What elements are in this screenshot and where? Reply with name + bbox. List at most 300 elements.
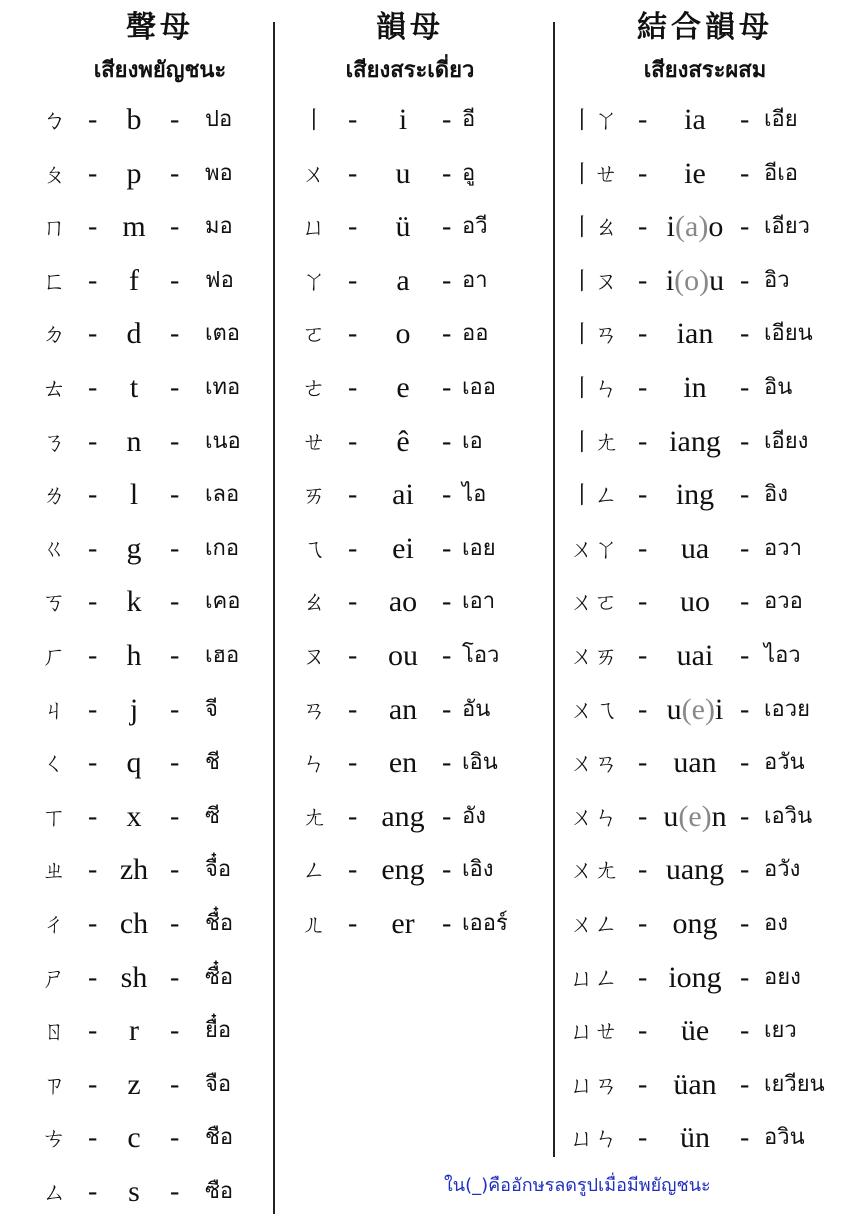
thai-reading: เกอ: [205, 535, 240, 561]
pinyin-text: i(a)o: [666, 210, 724, 244]
separator-dash: -: [170, 479, 180, 511]
separator-dash: -: [348, 800, 358, 832]
separator-dash: -: [442, 640, 452, 671]
separator-dash: -: [88, 479, 98, 511]
table-row: [0, 904, 862, 958]
zhuyin-symbol: ㄇ: [42, 213, 66, 242]
separator-dash: -: [348, 908, 358, 939]
pinyin-text: ê: [396, 424, 410, 458]
thai-reading: อง: [764, 911, 788, 936]
zhuyin-symbol: ㄥ: [302, 856, 326, 885]
separator-dash: -: [170, 961, 180, 993]
thai-reading: เอวย: [764, 696, 810, 722]
separator-dash: -: [740, 1068, 750, 1100]
pinyin-text: ü: [395, 210, 411, 244]
pinyin-text: e: [396, 371, 410, 404]
zhuyin-symbol: ㄑ: [42, 749, 66, 778]
omitted-letter: (e): [681, 692, 715, 726]
separator-dash: -: [638, 908, 648, 939]
zhuyin-symbol: ㄊ: [42, 374, 66, 402]
thai-reading: เอิน: [462, 750, 498, 776]
table-row: [0, 100, 862, 154]
thai-reading: ปอ: [205, 107, 233, 132]
zhuyin-symbol: ㄖ: [42, 1017, 66, 1046]
zhuyin-symbol: ㄨㄤ: [570, 856, 618, 885]
pinyin-text: üan: [673, 1067, 717, 1101]
zhuyin-symbol: 丨: [302, 106, 326, 134]
separator-dash: -: [348, 104, 358, 135]
pinyin-text: ong: [672, 907, 718, 940]
separator-dash: -: [88, 1015, 98, 1047]
omitted-letter: (a): [675, 210, 709, 244]
thai-reading: เอย: [462, 535, 496, 561]
zhuyin-symbol: ㄅ: [42, 106, 66, 134]
thai-reading: เอิง: [462, 857, 494, 883]
zhuyin-symbol: ㄩㄣ: [570, 1124, 618, 1153]
separator-dash: -: [170, 1122, 180, 1154]
thai-reading: เอียง: [764, 428, 809, 454]
pinyin-text: r: [129, 1014, 139, 1048]
thai-reading: เยวียน: [764, 1071, 825, 1097]
table-row: [0, 1172, 862, 1226]
separator-dash: -: [638, 800, 648, 832]
thai-reading: จือ: [205, 1071, 232, 1097]
separator-dash: -: [442, 693, 452, 725]
zhuyin-symbol: ㄩ: [302, 213, 326, 242]
table-row: [0, 1118, 862, 1172]
pinyin-text: ün: [680, 1121, 710, 1155]
zhuyin-symbol: 丨ㄝ: [570, 159, 618, 188]
separator-dash: -: [638, 372, 648, 403]
pinyin-text: ing: [675, 478, 715, 512]
zhuyin-symbol: ㄙ: [42, 1178, 66, 1206]
zhuyin-symbol: ㄨㄥ: [570, 910, 618, 938]
zhuyin-symbol: ㄣ: [302, 749, 326, 778]
separator-dash: -: [170, 1015, 180, 1047]
pinyin-text: en: [388, 746, 418, 780]
pinyin-text: k: [126, 585, 142, 619]
zhuyin-symbol: ㄋ: [42, 427, 66, 456]
separator-dash: -: [348, 854, 358, 886]
thai-reading: อา: [462, 267, 488, 293]
thai-reading: ชื๋อ: [205, 911, 234, 936]
pinyin-text: ie: [684, 156, 706, 190]
zhuyin-symbol: ㄍ: [42, 534, 66, 563]
separator-dash: -: [88, 1122, 98, 1154]
separator-dash: -: [88, 1176, 98, 1207]
thai-reading: ซือ: [205, 1179, 234, 1204]
column-subtitle-simple-finals: เสียงสระเดี่ยว: [345, 58, 475, 83]
separator-dash: -: [638, 479, 648, 511]
separator-dash: -: [88, 747, 98, 779]
pinyin-text: in: [683, 371, 707, 404]
zhuyin-symbol: ㄩㄢ: [570, 1070, 618, 1099]
thai-reading: ชี: [205, 750, 220, 776]
pinyin-text: ian: [676, 317, 714, 351]
column-subtitle-initials: เสียงพยัญชนะ: [93, 58, 227, 83]
thai-reading: อี: [462, 107, 476, 132]
separator-dash: -: [88, 854, 98, 886]
thai-reading: เลอ: [205, 482, 240, 508]
separator-dash: -: [348, 747, 358, 779]
zhuyin-symbol: ㄉ: [42, 320, 66, 349]
zhuyin-symbol: ㄞ: [302, 481, 326, 510]
pinyin-text: zh: [119, 853, 149, 887]
separator-dash: -: [638, 693, 648, 725]
thai-reading: พอ: [205, 160, 233, 186]
table-row: [0, 368, 862, 422]
separator-dash: -: [442, 104, 452, 135]
thai-reading: จี: [205, 696, 218, 722]
thai-reading: ยื๋อ: [205, 1018, 232, 1044]
separator-dash: -: [740, 854, 750, 886]
separator-dash: -: [170, 586, 180, 618]
thai-reading: อิง: [764, 482, 788, 508]
separator-dash: -: [740, 532, 750, 564]
separator-dash: -: [348, 211, 358, 243]
pinyin-text: uo: [680, 585, 710, 619]
separator-dash: -: [740, 586, 750, 618]
pinyin-text: ei: [392, 531, 414, 565]
zhuyin-symbol: ㄓ: [42, 856, 66, 885]
separator-dash: -: [348, 425, 358, 457]
separator-dash: -: [442, 211, 452, 243]
separator-dash: -: [638, 318, 648, 350]
zhuyin-symbol: ㄈ: [42, 266, 66, 295]
separator-dash: -: [170, 640, 180, 671]
separator-dash: -: [348, 264, 358, 296]
separator-dash: -: [170, 532, 180, 564]
pinyin-text: eng: [381, 853, 425, 887]
pinyin-text: s: [128, 1175, 140, 1208]
separator-dash: -: [740, 800, 750, 832]
separator-dash: -: [442, 586, 452, 618]
pinyin-text: h: [126, 639, 142, 672]
thai-reading: อวัน: [764, 750, 805, 776]
thai-reading: อยง: [764, 964, 801, 990]
zhuyin-symbol: ㄨㄢ: [570, 749, 618, 778]
pinyin-text: ang: [381, 799, 425, 833]
separator-dash: -: [348, 157, 358, 189]
separator-dash: -: [740, 961, 750, 993]
thai-reading: ฟอ: [205, 267, 234, 293]
separator-dash: -: [442, 800, 452, 832]
separator-dash: -: [442, 425, 452, 457]
zhuyin-symbol: ㄒ: [42, 802, 66, 831]
zhuyin-symbol: ㄌ: [42, 481, 66, 510]
pinyin-text: uang: [665, 853, 725, 887]
separator-dash: -: [638, 1015, 648, 1047]
separator-dash: -: [442, 747, 452, 779]
separator-dash: -: [638, 640, 648, 671]
thai-reading: ซี: [205, 803, 220, 829]
thai-reading: เออร์: [462, 911, 508, 936]
thai-reading: อวี: [462, 214, 488, 240]
zhuyin-symbol: ㄗ: [42, 1070, 66, 1099]
zhuyin-symbol: ㄨㄣ: [570, 802, 618, 831]
zhuyin-symbol: ㄠ: [302, 588, 326, 617]
separator-dash: -: [170, 425, 180, 457]
zhuyin-symbol: 丨ㄣ: [570, 374, 618, 402]
thai-reading: เอีย: [764, 107, 798, 132]
separator-dash: -: [348, 372, 358, 403]
pinyin-text: ch: [119, 907, 149, 940]
pinyin-text: ao: [388, 585, 418, 619]
separator-dash: -: [740, 318, 750, 350]
column-subtitle-compound-finals: เสียงสระผสม: [643, 58, 767, 83]
thai-reading: เอ: [462, 428, 483, 454]
separator-dash: -: [638, 532, 648, 564]
separator-dash: -: [740, 425, 750, 457]
thai-reading: ซื๋อ: [205, 964, 234, 990]
zhuyin-symbol: 丨ㄚ: [570, 106, 618, 134]
table-row: [0, 958, 862, 1012]
thai-reading: อวา: [764, 535, 802, 561]
separator-dash: -: [638, 264, 648, 296]
pinyin-text: er: [391, 907, 415, 940]
pinyin-text: i(o)u: [665, 263, 725, 297]
thai-reading: ออ: [462, 321, 489, 347]
table-row: [0, 797, 862, 851]
separator-dash: -: [442, 908, 452, 939]
separator-dash: -: [170, 104, 180, 135]
separator-dash: -: [88, 211, 98, 243]
zhuyin-symbol: ㄝ: [302, 427, 326, 456]
zhuyin-symbol: ㄢ: [302, 695, 326, 724]
zhuyin-symbol: ㄆ: [42, 159, 66, 188]
footnote: ใน(_)คืออักษรลดรูปเมื่อมีพยัญชนะ: [444, 1175, 711, 1196]
separator-dash: -: [638, 586, 648, 618]
separator-dash: -: [170, 1176, 180, 1207]
separator-dash: -: [740, 211, 750, 243]
zhuyin-symbol: ㄨㄟ: [570, 695, 618, 724]
pinyin-text: ou: [388, 639, 418, 672]
separator-dash: -: [348, 586, 358, 618]
pinyin-text: uai: [676, 639, 714, 672]
separator-dash: -: [740, 693, 750, 725]
separator-dash: -: [740, 479, 750, 511]
separator-dash: -: [170, 747, 180, 779]
thai-reading: เอา: [462, 589, 496, 615]
separator-dash: -: [442, 318, 452, 350]
thai-reading: เนอ: [205, 428, 241, 454]
separator-dash: -: [88, 318, 98, 350]
pinyin-text: iong: [668, 960, 722, 994]
separator-dash: -: [170, 157, 180, 189]
pinyin-text: ia: [684, 103, 706, 136]
separator-dash: -: [740, 157, 750, 189]
separator-dash: -: [740, 372, 750, 403]
separator-dash: -: [442, 372, 452, 403]
separator-dash: -: [638, 1122, 648, 1154]
table-row: [0, 1065, 862, 1119]
separator-dash: -: [88, 640, 98, 671]
table-row: [0, 1011, 862, 1065]
thai-reading: อัน: [462, 696, 491, 722]
thai-reading: โอว: [462, 643, 500, 668]
zhuyin-symbol: ㄨㄛ: [570, 588, 618, 617]
zhuyin-symbol: ㄎ: [42, 588, 66, 617]
separator-dash: -: [442, 479, 452, 511]
thai-reading: เออ: [462, 375, 496, 400]
pinyin-text: n: [126, 424, 142, 458]
column-title-compound-finals: 結合韻母: [637, 10, 773, 45]
zhuyin-symbol: ㄐ: [42, 695, 66, 724]
separator-dash: -: [348, 479, 358, 511]
pinyin-text: x: [126, 799, 142, 833]
thai-reading: อวิน: [764, 1125, 805, 1151]
separator-dash: -: [88, 532, 98, 564]
zhuyin-symbol: ㄩㄥ: [570, 963, 618, 992]
zhuyin-symbol: ㄜ: [302, 374, 326, 402]
thai-reading: ไอว: [764, 643, 801, 668]
zhuyin-symbol: ㄨㄞ: [570, 642, 618, 670]
thai-reading: เอียว: [764, 214, 810, 240]
separator-dash: -: [740, 1122, 750, 1154]
zhuyin-symbol: ㄦ: [302, 910, 326, 938]
separator-dash: -: [740, 264, 750, 296]
thai-reading: อวอ: [764, 589, 803, 615]
separator-dash: -: [170, 372, 180, 403]
pinyin-text: l: [129, 478, 139, 512]
zhuyin-symbol: ㄨㄚ: [570, 534, 618, 563]
separator-dash: -: [740, 908, 750, 939]
thai-reading: เฮอ: [205, 643, 240, 668]
pinyin-text: o: [395, 317, 411, 351]
thai-reading: เทอ: [205, 375, 241, 400]
thai-reading: ชือ: [205, 1125, 234, 1151]
zhuyin-symbol: 丨ㄢ: [570, 320, 618, 349]
pinyin-text: i: [398, 103, 408, 136]
zhuyin-symbol: 丨ㄡ: [570, 266, 618, 295]
separator-dash: -: [638, 1068, 648, 1100]
separator-dash: -: [170, 318, 180, 350]
separator-dash: -: [442, 157, 452, 189]
thai-reading: อิน: [764, 375, 793, 400]
separator-dash: -: [88, 800, 98, 832]
thai-reading: อู: [462, 160, 476, 186]
separator-dash: -: [638, 211, 648, 243]
zhuyin-symbol: ㄏ: [42, 642, 66, 670]
separator-dash: -: [638, 425, 648, 457]
zhuyin-symbol: ㄩㄝ: [570, 1017, 618, 1046]
separator-dash: -: [442, 854, 452, 886]
pinyin-text: ai: [392, 478, 414, 512]
separator-dash: -: [88, 586, 98, 618]
separator-dash: -: [88, 1068, 98, 1100]
pinyin-text: d: [126, 317, 142, 351]
thai-reading: เอียน: [764, 321, 813, 347]
thai-reading: อัง: [462, 803, 486, 829]
table-row: [0, 261, 862, 315]
zhuyin-symbol: ㄟ: [302, 534, 326, 563]
thai-reading: เยว: [764, 1018, 797, 1044]
pinyin-text: g: [126, 531, 142, 565]
separator-dash: -: [88, 693, 98, 725]
pinyin-text: u: [395, 156, 411, 190]
separator-dash: -: [88, 157, 98, 189]
separator-dash: -: [638, 961, 648, 993]
table-row: [0, 582, 862, 636]
pinyin-text: ua: [680, 531, 710, 565]
separator-dash: -: [88, 264, 98, 296]
separator-dash: -: [170, 1068, 180, 1100]
separator-dash: -: [170, 854, 180, 886]
table-row: [0, 154, 862, 208]
pinyin-text: c: [127, 1121, 141, 1155]
separator-dash: -: [170, 693, 180, 725]
zhuyin-symbol: ㄨ: [302, 159, 326, 188]
separator-dash: -: [170, 264, 180, 296]
table-row: [0, 207, 862, 261]
separator-dash: -: [88, 425, 98, 457]
column-title-initials: 聲母: [126, 10, 194, 45]
pinyin-text: an: [388, 692, 418, 726]
separator-dash: -: [638, 854, 648, 886]
zhuyin-symbol: ㄔ: [42, 910, 66, 938]
separator-dash: -: [740, 104, 750, 135]
separator-dash: -: [170, 800, 180, 832]
pinyin-text: t: [129, 371, 139, 404]
separator-dash: -: [348, 318, 358, 350]
pinyin-text: p: [126, 156, 142, 190]
table-row: [0, 743, 862, 797]
separator-dash: -: [88, 372, 98, 403]
thai-reading: เตอ: [205, 321, 241, 347]
separator-dash: -: [170, 908, 180, 939]
separator-dash: -: [740, 1015, 750, 1047]
thai-reading: อิว: [764, 267, 790, 293]
table-row: [0, 422, 862, 476]
separator-dash: -: [442, 264, 452, 296]
separator-dash: -: [442, 532, 452, 564]
thai-reading: อวัง: [764, 857, 801, 883]
separator-dash: -: [348, 693, 358, 725]
separator-dash: -: [638, 157, 648, 189]
pinyin-text: b: [126, 103, 142, 136]
zhuyin-symbol: 丨ㄠ: [570, 213, 618, 242]
zhuyin-symbol: ㄛ: [302, 320, 326, 349]
table-row: [0, 529, 862, 583]
pinyin-text: u(e)i: [666, 692, 724, 726]
zhuyin-symbol: ㄤ: [302, 802, 326, 831]
table-row: [0, 475, 862, 529]
pinyin-text: üe: [680, 1014, 710, 1048]
thai-reading: เคอ: [205, 589, 241, 615]
zhuyin-symbol: ㄘ: [42, 1124, 66, 1153]
table-row: [0, 314, 862, 368]
separator-dash: -: [740, 747, 750, 779]
pinyin-text: f: [129, 263, 139, 297]
thai-reading: มอ: [205, 214, 233, 240]
separator-dash: -: [740, 640, 750, 671]
pinyin-text: z: [127, 1067, 141, 1101]
pinyin-text: a: [396, 263, 410, 297]
pinyin-text: m: [122, 210, 146, 244]
pinyin-text: uan: [673, 746, 717, 780]
separator-dash: -: [170, 211, 180, 243]
pinyin-text: q: [126, 746, 142, 780]
separator-dash: -: [348, 640, 358, 671]
zhuyin-symbol: ㄕ: [42, 963, 66, 992]
thai-reading: เอวิน: [764, 803, 813, 829]
zhuyin-symbol: ㄡ: [302, 642, 326, 670]
pinyin-text: j: [129, 692, 139, 726]
pinyin-text: u(e)n: [663, 799, 727, 833]
omitted-letter: (e): [678, 799, 712, 833]
separator-dash: -: [88, 961, 98, 993]
thai-reading: จื๋อ: [205, 857, 232, 883]
